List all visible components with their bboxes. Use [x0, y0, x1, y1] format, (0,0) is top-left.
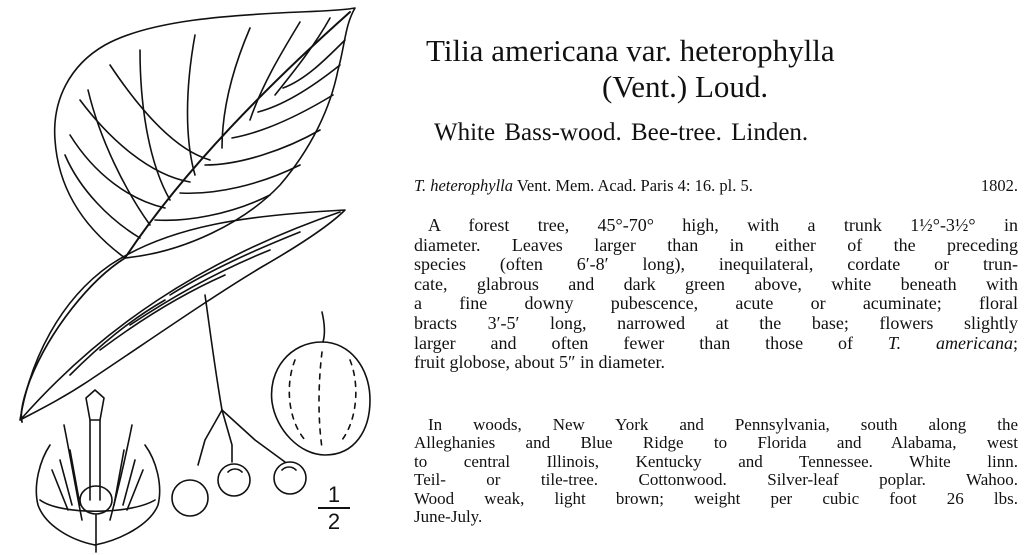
common-names: White Bass-wood. Bee-tree. Linden. [434, 119, 809, 146]
description-line: larger and often fewer than those of T. americana; [414, 332, 1018, 353]
fruit-cluster-drawing [172, 295, 306, 516]
description-line: species (often 6′-8′ long), inequilateral, cordate or trun- [414, 254, 1018, 275]
description-line: fruit globose, about 5″ in diameter. [414, 352, 665, 373]
enlarged-fruit-drawing [272, 312, 370, 455]
synonym-genus: T. [414, 176, 427, 195]
description-line: diameter. Leaves larger than in either of the preceding [414, 234, 1018, 255]
habitat-line: Alleghanies and Blue Ridge to Florida and Alabama, west [414, 433, 1018, 453]
habitat-paragraph [414, 416, 1018, 526]
large-leaf-drawing [55, 8, 355, 258]
description-line: bracts 3′-5′ long, narrowed at the base; flowers slightly [414, 312, 1018, 333]
synonym-year: 1802. [980, 176, 1018, 195]
habitat-line: Wood weak, light brown; weight per cubic foot 26 lbs. [414, 488, 1018, 508]
botanical-illustration [0, 0, 420, 555]
habitat-line: In woods, New York and Pennsylvania, south along the [428, 415, 1018, 434]
scale-denominator: 2 [327, 509, 341, 534]
floral-bract-drawing [20, 210, 345, 420]
synonym-epithet: heterophylla [430, 176, 513, 195]
habitat-line: to central Illinois, Kentucky and Tennessee. White linn. [414, 451, 1018, 471]
description-line: a fine downy pubescence, acute or acuminate; floral [414, 293, 1018, 314]
synonym-citation [414, 175, 1018, 197]
description-line: A forest tree, 45°-70° high, with a trunk 1½°-3½° in [428, 215, 1018, 235]
scale-fraction [318, 484, 350, 533]
habitat-line: Teil- or tile-tree. Cottonwood. Silver-leaf poplar. Wahoo. [414, 470, 1018, 490]
description-paragraph [414, 216, 1018, 373]
species-authority: (Vent.) Loud. [602, 69, 769, 104]
scale-numerator: 1 [318, 484, 350, 509]
flower-drawing [36, 390, 159, 552]
synonym-reference: Vent. Mem. Acad. Paris 4: 16. pl. 5. [516, 176, 753, 195]
species-title: Tilia americana var. heterophylla [426, 33, 835, 68]
species-name-italic: T. americana [887, 332, 1013, 353]
habitat-line: June-July. [414, 507, 483, 527]
description-line: cate, glabrous and dark green above, white beneath with [414, 273, 1018, 294]
